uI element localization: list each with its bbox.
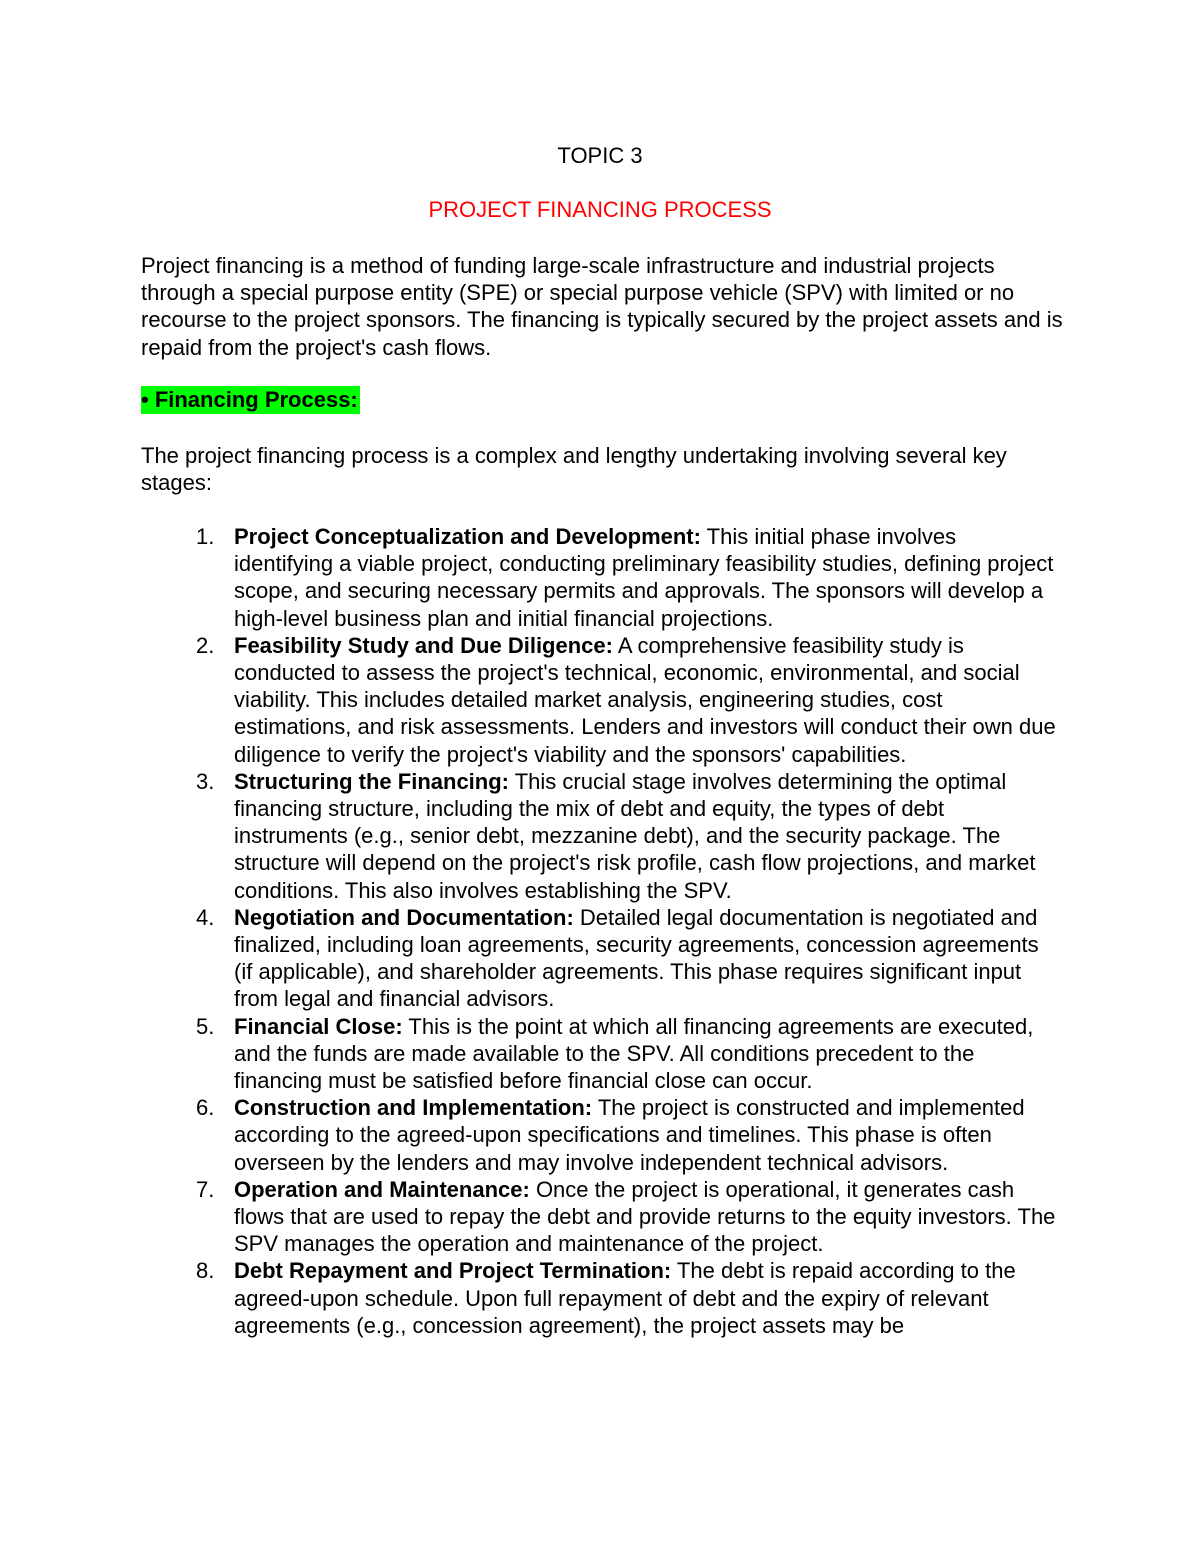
intro-paragraph: Project financing is a method of funding large-scale infrastructure and industrial projects through a special purpose entity (SPE) or special purpose vehicle (SPV) with limited or no recourse to the project sponsors. The financing is typically secured by the project assets and is repaid from the project's cash flows. (141, 253, 1063, 360)
section-heading-financing-process: • Financing Process: (141, 387, 358, 412)
list-item-step-2 (141, 632, 1061, 768)
step-number: 5. (196, 1013, 215, 1039)
step-title: Construction and Implementation: (234, 1095, 593, 1121)
list-item-step-7 (141, 1176, 1061, 1258)
page-title: PROJECT FINANCING PROCESS (428, 197, 772, 222)
step-number: 8. (196, 1258, 215, 1284)
step-number: 7. (196, 1176, 215, 1202)
step-text: A comprehensive feasibility study is conducted to assess the project's technical, economic, environmental, and social viability. This includes detailed market analysis, engineering studies, cost estimations, and risk assessments. Lenders and investors will conduct their own due diligence to verify the project's viability and the sponsors' capabilities. (234, 632, 1056, 767)
list-item-step-5 (141, 1013, 1061, 1095)
step-number: 2. (196, 632, 215, 658)
step-title: Negotiation and Documentation: (234, 904, 574, 930)
step-number: 6. (196, 1095, 215, 1121)
step-text: The project is constructed and implemented according to the agreed-upon specifications and timelines. This phase is often overseen by the lenders and may involve independent technical advisors. (234, 1095, 1025, 1175)
list-item-step-6 (141, 1094, 1061, 1176)
step-text: This crucial stage involves determining the optimal financing structure, including the mix of debt and equity, the types of debt instruments (e.g., senior debt, mezzanine debt), and the security package. The structure will depend on the project's risk profile, cash flow projections, and market conditions. This also involves establishing the SPV. (234, 768, 1036, 903)
process-steps-list (141, 523, 1061, 1339)
topic-label: TOPIC 3 (557, 143, 643, 168)
list-item-step-4 (141, 904, 1061, 1013)
step-text: The debt is repaid according to the agreed-upon schedule. Upon full repayment of debt and the expiry of relevant agreements (e.g., concession agreement), the project assets may be (234, 1258, 1016, 1338)
step-title: Operation and Maintenance: (234, 1176, 530, 1202)
step-text: Once the project is operational, it generates cash flows that are used to repay the debt and provide returns to the equity investors. The SPV manages the operation and maintenance of the project. (234, 1176, 1056, 1257)
step-text: Detailed legal documentation is negotiated and finalized, including loan agreements, security agreements, concession agreements (if applicable), and shareholder agreements. This phase requires significant input from legal and financial advisors. (234, 904, 1039, 1012)
step-title: Structuring the Financing: (234, 768, 509, 794)
step-number: 3. (196, 768, 215, 794)
step-title: Project Conceptualization and Development: (234, 524, 701, 549)
step-title: Feasibility Study and Due Diligence: (234, 632, 613, 658)
step-title: Debt Repayment and Project Termination: (234, 1258, 672, 1284)
step-number: 1. (196, 524, 215, 549)
step-title: Financial Close: (234, 1013, 403, 1039)
step-text: This initial phase involves identifying a viable project, conducting preliminary feasibility studies, defining project scope, and securing necessary permits and approvals. The sponsors will develop a high-level business plan and initial financial projections. (234, 524, 1054, 631)
step-text: This is the point at which all financing agreements are executed, and the funds are made available to the SPV. All conditions precedent to the financing must be satisfied before financial close can occur. (234, 1013, 1034, 1094)
list-item-step-1 (141, 523, 1061, 632)
list-item-step-8 (141, 1257, 1061, 1339)
step-number: 4. (196, 904, 215, 930)
lead-paragraph: The project financing process is a complex and lengthy undertaking involving several key stages: (141, 443, 1007, 496)
list-item-step-3 (141, 768, 1061, 904)
